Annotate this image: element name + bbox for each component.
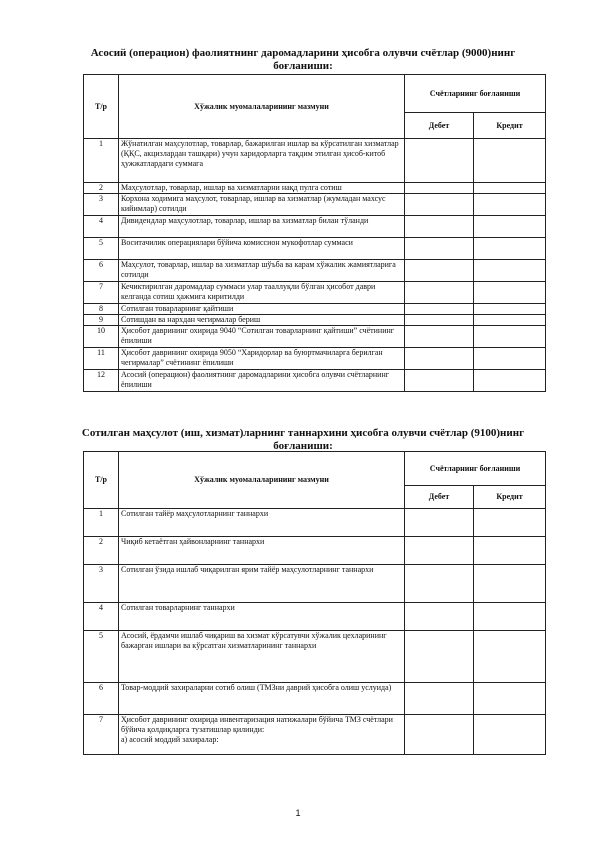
operation-description-cell: Корхона ходимига маҳсулот, товарлар, ишлар ва хизматлар (жумладан махсус кийимлар) сотилди: [119, 194, 405, 216]
debit-cell: [405, 315, 474, 326]
operation-description-cell: Сотилган ўзида ишлаб чиқарилган ярим тайёр маҳсулотларнинг таннархи: [119, 565, 405, 603]
table-row: [84, 603, 546, 631]
credit-cell: [474, 183, 546, 194]
row-number-cell: 5: [84, 238, 119, 260]
header-operation-content: Хўжалик муомалаларининг мазмуни: [119, 75, 405, 139]
debit-cell: [405, 509, 474, 537]
credit-cell: [474, 326, 546, 348]
operation-description-cell: Дивидендлар маҳсулотлар, товарлар, ишлар ва хизматлар билан тўланди: [119, 216, 405, 238]
row-number-cell: 7: [84, 715, 119, 755]
header-credit: Кредит: [474, 113, 546, 139]
operation-description-cell: Маҳсулот, товарлар, ишлар ва хизматлар шўъба ва карам хўжалик жамиятларига сотилди: [119, 260, 405, 282]
table-row: [84, 260, 546, 282]
header-row-number: Т/р: [84, 75, 119, 139]
row-number-cell: 6: [84, 260, 119, 282]
debit-cell: [405, 194, 474, 216]
credit-cell: [474, 631, 546, 683]
table-row: [84, 282, 546, 304]
operation-description-cell: Ҳисобот даврининг охирида 9050 “Харидорлар ва буюртмачиларга берилган чегирмалар” счётининг ёпилиши: [119, 348, 405, 370]
table-row: [84, 315, 546, 326]
debit-cell: [405, 683, 474, 715]
credit-cell: [474, 315, 546, 326]
row-number-cell: 4: [84, 603, 119, 631]
operation-description-cell: Ҳисобот даврининг охирида инвентаризация натижалари бўйича ТМЗ счётлари бўйича қолдиқларга тузатишлар қилинди: а) асосий моддий захиралар:: [119, 715, 405, 755]
operation-description-cell: Кечиктирилган даромадлар суммаси улар тааллуқли бўлган ҳисобот даври келганда сотиш ҳажмига киритилди: [119, 282, 405, 304]
credit-cell: [474, 603, 546, 631]
operation-description-cell: Чиқиб кетаётган ҳайвонларнинг таннархи: [119, 537, 405, 565]
operation-description-cell: Сотишдан ва нархдан чегирмалар бериш: [119, 315, 405, 326]
credit-cell: [474, 216, 546, 238]
credit-cell: [474, 304, 546, 315]
row-number-cell: 2: [84, 537, 119, 565]
debit-cell: [405, 238, 474, 260]
credit-cell: [474, 194, 546, 216]
credit-cell: [474, 565, 546, 603]
row-number-cell: 1: [84, 509, 119, 537]
header-accounts-correspondence: Счётларнинг боғланиши: [405, 75, 546, 113]
header-debit: Дебет: [405, 486, 474, 509]
row-number-cell: 6: [84, 683, 119, 715]
credit-cell: [474, 260, 546, 282]
row-number-cell: 2: [84, 183, 119, 194]
table-row: [84, 537, 546, 565]
row-number-cell: 3: [84, 194, 119, 216]
table-row: [84, 631, 546, 683]
row-number-cell: 11: [84, 348, 119, 370]
table-row: [84, 238, 546, 260]
debit-cell: [405, 260, 474, 282]
table-row: [84, 683, 546, 715]
section-title-income-accounts: Асосий (операцион) фаолиятнинг даромадларини ҳисобга олувчи счётлар (9000)нинг боғланиши:: [90, 47, 516, 72]
header-operation-content: Хўжалик муомалаларининг мазмуни: [119, 452, 405, 509]
table-row: [84, 304, 546, 315]
header-credit: Кредит: [474, 486, 546, 509]
row-number-cell: 8: [84, 304, 119, 315]
credit-cell: [474, 238, 546, 260]
debit-cell: [405, 326, 474, 348]
operation-description-cell: Сотилган товарларнинг таннархи: [119, 603, 405, 631]
operation-description-cell: Асосий, ёрдамчи ишлаб чиқариш ва хизмат кўрсатувчи хўжалик цехларининг бажарган ишлари ва кўрсатган хизматларининг таннархи: [119, 631, 405, 683]
debit-cell: [405, 715, 474, 755]
debit-cell: [405, 139, 474, 183]
operation-description-cell: Ҳисобот даврининг охирида 9040 “Сотилган товарларнинг қайтиши” счётининг ёпилиши: [119, 326, 405, 348]
row-number-cell: 4: [84, 216, 119, 238]
debit-cell: [405, 282, 474, 304]
row-number-cell: 9: [84, 315, 119, 326]
operation-description-cell: Сотилган товарларнинг қайтиши: [119, 304, 405, 315]
header-accounts-correspondence: Счётларнинг боғланиши: [405, 452, 546, 486]
table-row: [84, 216, 546, 238]
debit-cell: [405, 304, 474, 315]
credit-cell: [474, 715, 546, 755]
operation-description-cell: Воситачилик операциялари бўйича комиссион мукофотлар суммаси: [119, 238, 405, 260]
income-accounts-table: [83, 74, 546, 392]
table-row: [84, 715, 546, 755]
credit-cell: [474, 282, 546, 304]
table-row: [84, 565, 546, 603]
row-number-cell: 3: [84, 565, 119, 603]
operation-description-cell: Маҳсулотлар, товарлар, ишлар ва хизматларни нақд пулга сотиш: [119, 183, 405, 194]
header-debit: Дебет: [405, 113, 474, 139]
cost-accounts-rows: [84, 509, 546, 755]
debit-cell: [405, 565, 474, 603]
row-number-cell: 10: [84, 326, 119, 348]
operation-description-cell: Сотилган тайёр маҳсулотларнинг таннархи: [119, 509, 405, 537]
table-row: [84, 509, 546, 537]
debit-cell: [405, 631, 474, 683]
row-number-cell: 1: [84, 139, 119, 183]
row-number-cell: 7: [84, 282, 119, 304]
operation-description-cell: Товар-моддий захираларни сотиб олиш (ТМЗни даврий ҳисобга олиш услуида): [119, 683, 405, 715]
credit-cell: [474, 370, 546, 392]
section-title-cost-accounts: Сотилган маҳсулот (иш, хизмат)ларнинг таннархини ҳисобга олувчи счётлар (9100)нинг боғланиши:: [81, 427, 525, 452]
debit-cell: [405, 216, 474, 238]
credit-cell: [474, 683, 546, 715]
table-row: [84, 183, 546, 194]
debit-cell: [405, 348, 474, 370]
credit-cell: [474, 348, 546, 370]
table-row: [84, 348, 546, 370]
row-number-cell: 12: [84, 370, 119, 392]
credit-cell: [474, 537, 546, 565]
header-row-number: Т/р: [84, 452, 119, 509]
debit-cell: [405, 537, 474, 565]
table-row: [84, 194, 546, 216]
credit-cell: [474, 139, 546, 183]
debit-cell: [405, 370, 474, 392]
table-row: [84, 139, 546, 183]
cost-accounts-table: [83, 451, 546, 755]
debit-cell: [405, 603, 474, 631]
page-number: 1: [295, 808, 301, 818]
row-number-cell: 5: [84, 631, 119, 683]
operation-description-cell: Жўнатилган маҳсулотлар, товарлар, бажарилган ишлар ва кўрсатилган хизматлар (ҚҚС, акцизлардан ташқари) учун харидорларга тақдим этилган ҳисоб-китоб ҳужжатлардаги суммага: [119, 139, 405, 183]
debit-cell: [405, 183, 474, 194]
table-row: [84, 326, 546, 348]
income-accounts-rows: [84, 139, 546, 392]
table-row: [84, 370, 546, 392]
operation-description-cell: Асосий (операцион) фаолиятнинг даромадларини ҳисобга олувчи счётларнинг ёпилиши: [119, 370, 405, 392]
credit-cell: [474, 509, 546, 537]
